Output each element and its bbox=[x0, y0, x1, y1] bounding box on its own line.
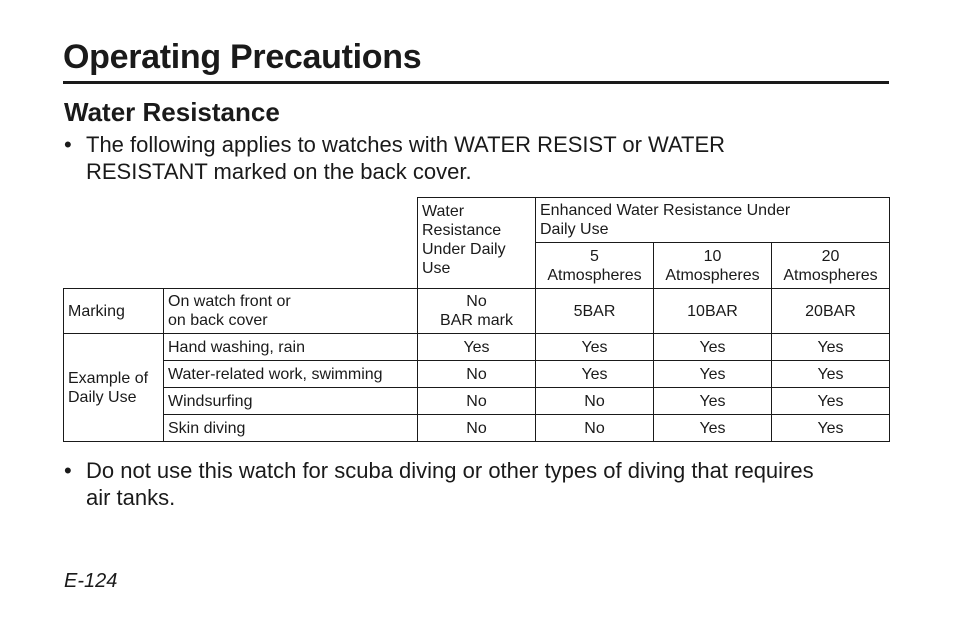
bullet-point-scuba-warning bbox=[64, 457, 894, 513]
marking-daily-use: No BAR mark bbox=[418, 289, 536, 334]
activity-cell: Skin diving bbox=[164, 415, 418, 442]
water-resistance-table bbox=[63, 197, 890, 442]
value-cell: Yes bbox=[536, 334, 654, 361]
row-label-examples: Example of Daily Use bbox=[64, 334, 164, 442]
header-5-atmospheres: 5 Atmospheres bbox=[536, 243, 654, 289]
bullet-point-applicability bbox=[64, 131, 824, 187]
value-cell: Yes bbox=[772, 334, 890, 361]
value-cell: Yes bbox=[772, 388, 890, 415]
value-cell: Yes bbox=[654, 361, 772, 388]
page-title: Operating Precautions bbox=[63, 38, 422, 76]
marking-10bar: 10BAR bbox=[654, 289, 772, 334]
table-corner-blank bbox=[64, 198, 418, 289]
value-cell: Yes bbox=[772, 361, 890, 388]
bullet-icon: • bbox=[64, 132, 72, 157]
header-daily-use: Water Resistance Under Daily Use bbox=[418, 198, 536, 289]
section-heading: Water Resistance bbox=[64, 97, 280, 127]
value-cell: No bbox=[418, 415, 536, 442]
value-cell: Yes bbox=[772, 415, 890, 442]
value-cell: Yes bbox=[654, 388, 772, 415]
marking-5bar: 5BAR bbox=[536, 289, 654, 334]
bullet-icon: • bbox=[64, 458, 72, 483]
bullet-line: The following applies to watches with WATER RESIST or WATER bbox=[86, 132, 726, 157]
bullet-line: RESISTANT marked on the back cover. bbox=[86, 159, 472, 184]
bullet-text bbox=[86, 457, 814, 511]
table-row bbox=[64, 388, 890, 415]
table-row bbox=[64, 361, 890, 388]
value-cell: No bbox=[418, 388, 536, 415]
marking-20bar: 20BAR bbox=[772, 289, 890, 334]
value-cell: Yes bbox=[418, 334, 536, 361]
table-row bbox=[64, 334, 890, 361]
bullet-line: air tanks. bbox=[86, 485, 176, 510]
bullet-line: Do not use this watch for scuba diving or other types of diving that requires bbox=[86, 458, 814, 483]
value-cell: Yes bbox=[654, 334, 772, 361]
header-10-atmospheres: 10 Atmospheres bbox=[654, 243, 772, 289]
value-cell: Yes bbox=[654, 415, 772, 442]
page-number: E-124 bbox=[64, 570, 118, 592]
activity-cell: Windsurfing bbox=[164, 388, 418, 415]
row-label-marking: Marking bbox=[64, 289, 164, 334]
header-enhanced: Enhanced Water Resistance Under Daily Use bbox=[536, 198, 890, 243]
table-row bbox=[64, 289, 890, 334]
value-cell: No bbox=[418, 361, 536, 388]
value-cell: No bbox=[536, 388, 654, 415]
table-row bbox=[64, 415, 890, 442]
header-20-atmospheres: 20 Atmospheres bbox=[772, 243, 890, 289]
marking-location: On watch front or on back cover bbox=[164, 289, 418, 334]
bullet-text bbox=[86, 131, 725, 185]
value-cell: Yes bbox=[536, 361, 654, 388]
title-divider bbox=[63, 81, 889, 84]
activity-cell: Water-related work, swimming bbox=[164, 361, 418, 388]
activity-cell: Hand washing, rain bbox=[164, 334, 418, 361]
value-cell: No bbox=[536, 415, 654, 442]
